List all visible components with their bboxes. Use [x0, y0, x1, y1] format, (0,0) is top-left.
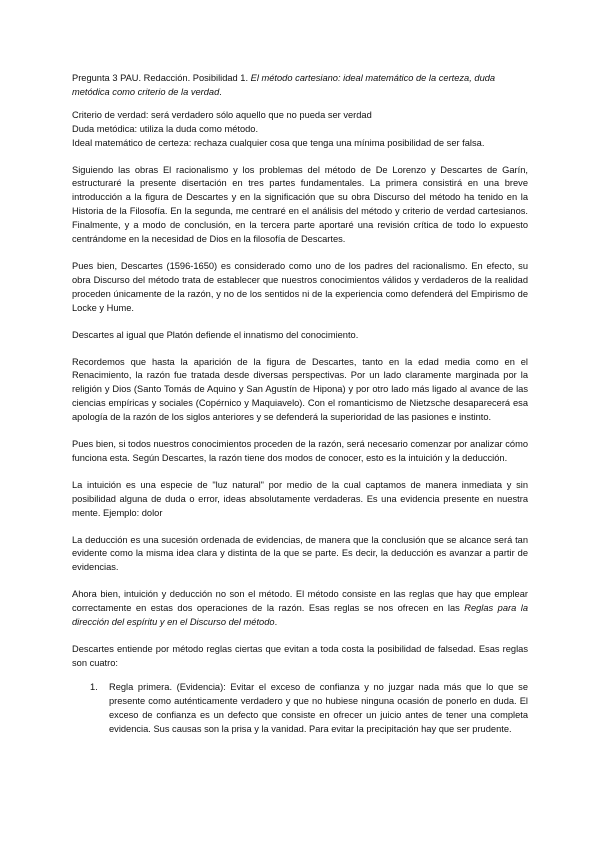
paragraph-structure: Siguiendo las obras El racionalismo y los problemas del método de De Lorenzo y Descartes de Garín, estructuraré la presente disertación en tres partes fundamentales. La primera consistirá en una breve introducción a la figura de Descartes y en la significación que su obra Discurso del método ha tenido en la Historia de la Filosofía. En la segunda, me centraré en el análisis del método y criterio de verdad cartesianos. Finalmente, y a modo de conclusión, en la tercera parte aportaré una revisión crítica de todo lo expuesto centrándome en la necesidad de Dios en la filosofía de Descartes. — [72, 164, 528, 245]
paragraph-reglas-intro: Descartes entiende por método reglas ciertas que evitan a toda costa la posibilidad de falsedad. Esas reglas son cuatro: — [72, 644, 528, 668]
definition-criterio: Criterio de verdad: será verdadero sólo aquello que no pueda ser verdad — [72, 109, 372, 120]
list-item — [72, 681, 528, 737]
paragraph-historia: Recordemos que hasta la aparición de la figura de Descartes, tanto en la edad media como en el Renacimiento, la razón fue tratada desde diversas perspectivas. Por un lado claramente marginada por la religión y Dios (Santo Tomás de Aquino y San Agustín de Hipona) y por otro lado más ligado al avance de las ciencias empíricas y sociales (Copérnico y Maquiavelo). Con el romanticismo de Nietzsche desaparecerá esa apología de la razón de los siglos anteriores y se defenderá la superioridad de las pasiones e instinto. — [72, 356, 528, 423]
title-end: . — [219, 86, 222, 97]
paragraph-intuicion: La intuición es una especie de "luz natural" por medio de la cual captamos de manera inmediata y sin posibilidad alguna de duda o error, ideas absolutamente verdaderas. Es una evidencia presente en nuestra mente. Ejemplo: dolor — [72, 479, 528, 518]
paragraph-metodo — [72, 588, 528, 630]
metodo-italic: Reglas para la dirección del espíritu y en el Discurso del método — [72, 603, 528, 628]
title-prefix: Pregunta 3 PAU. Redacción. Posibilidad 1. — [72, 73, 251, 83]
metodo-text: Ahora bien, intuición y deducción no son el método. El método consiste en las reglas que hay que emplear correctamente en estas dos operaciones de la razón. Esas reglas se nos ofrecen en las — [72, 589, 528, 614]
metodo-end: . — [274, 617, 278, 628]
paragraph-innatismo: Descartes al igual que Platón defiende el innatismo del conocimiento. — [72, 329, 359, 340]
definition-ideal: Ideal matemático de certeza: rechaza cualquier cosa que tenga una mínima posibilidad de ser falsa. — [72, 137, 485, 148]
title-italic: El método cartesiano: ideal matemático de la certeza, duda metódica como criterio de la verdad — [72, 73, 496, 97]
paragraph-deduccion: La deducción es una sucesión ordenada de evidencias, de manera que la conclusión que se alcance será tan evidente como la misma idea clara y distinta de la que se parte. Es decir, la deducción es avanzar a partir de evidencias. — [72, 534, 528, 573]
document-title — [72, 72, 528, 100]
definitions-list — [72, 109, 528, 151]
rule-number: 1. — [90, 681, 98, 692]
definition-duda: Duda metódica: utiliza la duda como método. — [72, 123, 259, 134]
rule-text: Regla primera. (Evidencia): Evitar el exceso de confianza y no juzgar nada más que lo que se presente como auténticamente verdadero y que no hubiese ninguna ocasión de ponerlo en duda. El exceso de confianza es un defecto que consiste en ofrecer un juicio antes de tener una completa evidencia. Sus causas son la prisa y la vanidad. Para evitar la precipitación hay que ser prudente. — [109, 681, 528, 734]
rules-list — [72, 681, 528, 737]
paragraph-descartes-intro: Pues bien, Descartes (1596-1650) es considerado como uno de los padres del racionalismo. En efecto, su obra Discurso del método trata de establecer que nuestros conocimientos válidos y verdaderos de la realidad proceden únicamente de la razón, y no de los sentidos ni de la experiencia como defenderá del Empirismo de Locke y Hume. — [72, 260, 528, 313]
document-page — [72, 72, 528, 736]
paragraph-razon: Pues bien, si todos nuestros conocimientos proceden de la razón, será necesario comenzar por analizar cómo funciona esta. Según Descartes, la razón tiene dos modos de conocer, esto es la intuición y la deducción. — [72, 439, 528, 463]
